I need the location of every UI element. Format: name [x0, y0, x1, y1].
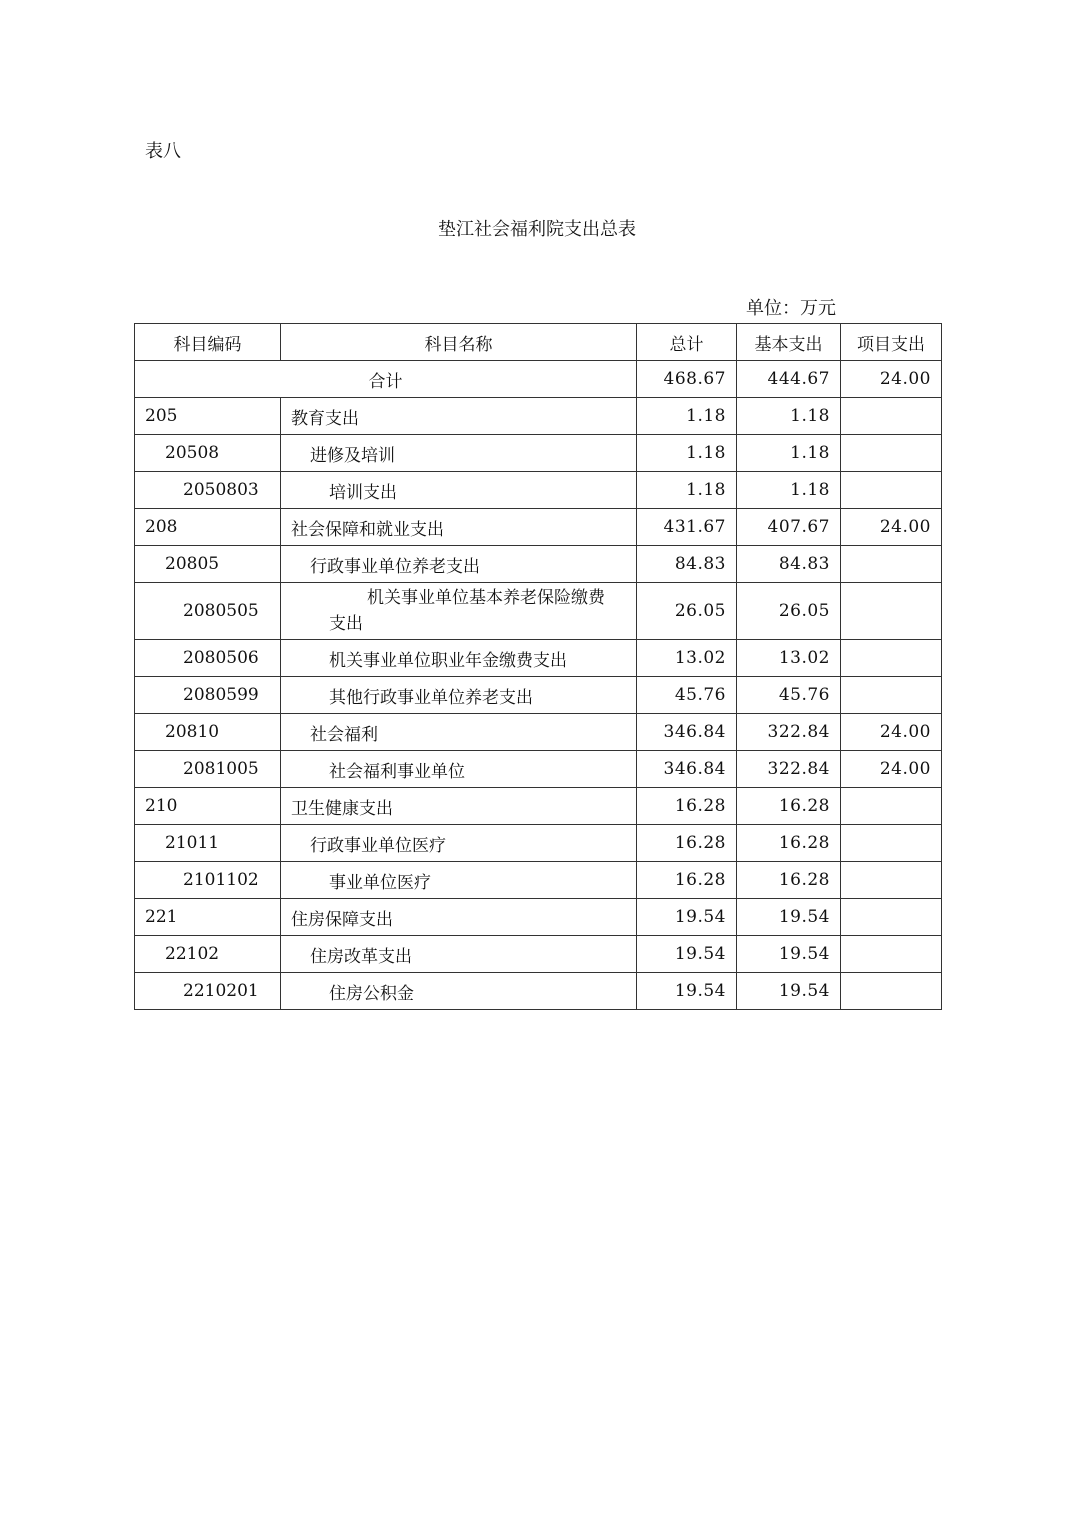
row-total: 84.83 [637, 546, 737, 583]
table-row [135, 677, 942, 714]
row-basic: 19.54 [737, 936, 841, 973]
row-basic: 16.28 [737, 788, 841, 825]
table-row [135, 583, 942, 640]
row-project [841, 973, 942, 1010]
header-name: 科目名称 [281, 324, 637, 361]
expense-summary-table [134, 323, 942, 1010]
row-project [841, 546, 942, 583]
row-name: 其他行政事业单位养老支出 [281, 677, 637, 714]
row-basic: 19.54 [737, 899, 841, 936]
row-project [841, 862, 942, 899]
row-total: 346.84 [637, 751, 737, 788]
row-total: 19.54 [637, 936, 737, 973]
row-code: 205 [135, 398, 281, 435]
row-project [841, 899, 942, 936]
row-basic: 322.84 [737, 714, 841, 751]
row-project [841, 472, 942, 509]
row-basic: 45.76 [737, 677, 841, 714]
table-row [135, 862, 942, 899]
row-project [841, 825, 942, 862]
row-name: 社会福利 [281, 714, 637, 751]
row-code: 20805 [135, 546, 281, 583]
row-basic: 84.83 [737, 546, 841, 583]
table-row [135, 788, 942, 825]
table-row [135, 472, 942, 509]
row-code: 208 [135, 509, 281, 546]
row-name: 住房改革支出 [281, 936, 637, 973]
row-total: 16.28 [637, 788, 737, 825]
header-basic: 基本支出 [737, 324, 841, 361]
table-row [135, 435, 942, 472]
header-total: 总计 [637, 324, 737, 361]
row-code: 2080599 [135, 677, 281, 714]
row-basic: 1.18 [737, 472, 841, 509]
row-project [841, 583, 942, 640]
row-code: 2080506 [135, 640, 281, 677]
row-basic: 26.05 [737, 583, 841, 640]
row-project [841, 640, 942, 677]
row-name: 进修及培训 [281, 435, 637, 472]
table-row [135, 398, 942, 435]
row-code: 2081005 [135, 751, 281, 788]
header-code: 科目编码 [135, 324, 281, 361]
row-code: 20508 [135, 435, 281, 472]
row-name: 卫生健康支出 [281, 788, 637, 825]
row-basic: 407.67 [737, 509, 841, 546]
total-label: 合计 [135, 361, 637, 398]
table-row [135, 640, 942, 677]
row-project [841, 435, 942, 472]
row-total: 431.67 [637, 509, 737, 546]
table-row [135, 714, 942, 751]
table-header-row [135, 324, 942, 361]
row-project: 24.00 [841, 714, 942, 751]
row-code: 21011 [135, 825, 281, 862]
header-project: 项目支出 [841, 324, 942, 361]
row-total: 19.54 [637, 899, 737, 936]
table-row [135, 546, 942, 583]
table-row [135, 973, 942, 1010]
row-total: 346.84 [637, 714, 737, 751]
total-sum: 468.67 [637, 361, 737, 398]
document-title: 垫江社会福利院支出总表 [438, 219, 636, 240]
row-name: 住房保障支出 [281, 899, 637, 936]
table-row [135, 751, 942, 788]
unit-label: 单位：万元 [746, 298, 836, 319]
row-basic: 13.02 [737, 640, 841, 677]
row-name: 社会保障和就业支出 [281, 509, 637, 546]
row-code: 20810 [135, 714, 281, 751]
total-row [135, 361, 942, 398]
row-name: 机关事业单位基本养老保险缴费支出 [281, 583, 637, 640]
row-code: 22102 [135, 936, 281, 973]
row-name: 社会福利事业单位 [281, 751, 637, 788]
row-project: 24.00 [841, 751, 942, 788]
row-code: 2050803 [135, 472, 281, 509]
row-basic: 16.28 [737, 825, 841, 862]
table-row [135, 825, 942, 862]
row-basic: 16.28 [737, 862, 841, 899]
table-row [135, 509, 942, 546]
row-name: 机关事业单位职业年金缴费支出 [281, 640, 637, 677]
row-total: 1.18 [637, 398, 737, 435]
total-project: 24.00 [841, 361, 942, 398]
row-name: 住房公积金 [281, 973, 637, 1010]
row-name: 培训支出 [281, 472, 637, 509]
row-name: 事业单位医疗 [281, 862, 637, 899]
row-code: 210 [135, 788, 281, 825]
row-total: 26.05 [637, 583, 737, 640]
row-basic: 1.18 [737, 435, 841, 472]
row-basic: 322.84 [737, 751, 841, 788]
row-total: 1.18 [637, 472, 737, 509]
table-row [135, 899, 942, 936]
row-project [841, 398, 942, 435]
document-label: 表八 [145, 141, 181, 162]
row-project [841, 788, 942, 825]
row-code: 2080505 [135, 583, 281, 640]
row-total: 1.18 [637, 435, 737, 472]
row-code: 2101102 [135, 862, 281, 899]
row-name: 行政事业单位养老支出 [281, 546, 637, 583]
row-code: 2210201 [135, 973, 281, 1010]
row-basic: 1.18 [737, 398, 841, 435]
row-total: 45.76 [637, 677, 737, 714]
row-code: 221 [135, 899, 281, 936]
row-project: 24.00 [841, 509, 942, 546]
row-name: 行政事业单位医疗 [281, 825, 637, 862]
row-total: 16.28 [637, 825, 737, 862]
row-basic: 19.54 [737, 973, 841, 1010]
row-name: 教育支出 [281, 398, 637, 435]
row-total: 19.54 [637, 973, 737, 1010]
row-total: 16.28 [637, 862, 737, 899]
total-basic: 444.67 [737, 361, 841, 398]
row-project [841, 936, 942, 973]
table-row [135, 936, 942, 973]
row-project [841, 677, 942, 714]
row-total: 13.02 [637, 640, 737, 677]
